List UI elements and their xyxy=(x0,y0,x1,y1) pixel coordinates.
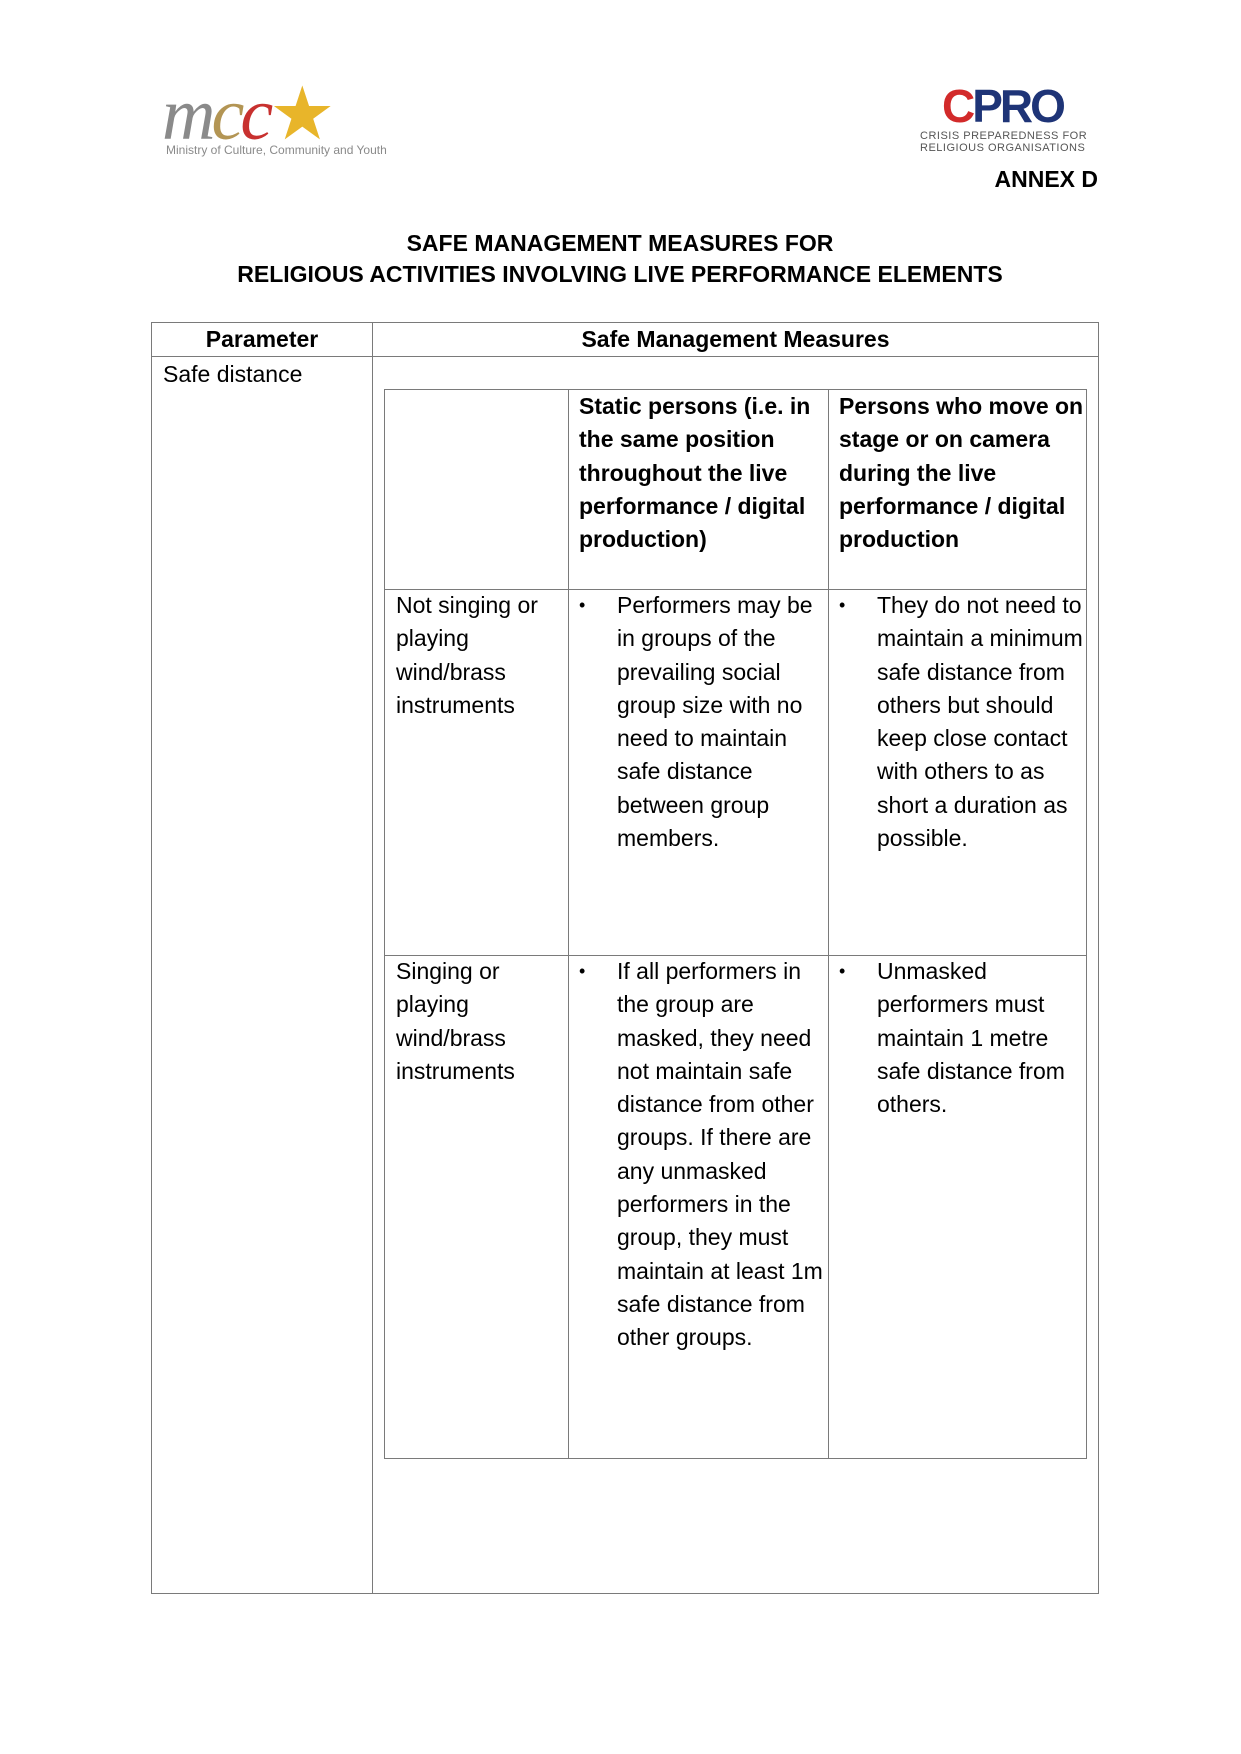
header-safe-management-measures: Safe Management Measures xyxy=(581,326,890,352)
table-divider xyxy=(152,356,1098,357)
cpro-logo-mark: CPRO xyxy=(942,80,1063,132)
mccy-logo-subtitle: Ministry of Culture, Community and Youth xyxy=(166,143,387,157)
column-header-moving-persons: Persons who move on stage or on camera during the live performance / digital production xyxy=(839,393,1084,553)
cell-singing-static xyxy=(579,955,827,1355)
safe-distance-subtable xyxy=(384,389,1087,1459)
document-title-line2: RELIGIOUS ACTIVITIES INVOLVING LIVE PERFORMANCE ELEMENTS xyxy=(237,261,1003,287)
cpro-logo xyxy=(920,80,1100,160)
column-header-static-persons: Static persons (i.e. in the same position throughout the live performance / digital production) xyxy=(579,393,811,553)
cell-singing-moving xyxy=(839,955,1086,1121)
measure-text: If all performers in the group are masked, they need not maintain safe distance from other groups. If there are any unmasked performers in the group, they must maintain at least 1m safe distance from other groups. xyxy=(617,958,823,1351)
cpro-subtitle-line1: CRISIS PREPAREDNESS FOR xyxy=(920,130,1088,142)
table-divider xyxy=(372,323,373,1593)
header-parameter: Parameter xyxy=(205,326,319,352)
mccy-logo-mark: mcc★ xyxy=(162,74,332,156)
annex-label: ANNEX D xyxy=(994,166,1098,192)
mccy-logo xyxy=(162,74,422,162)
row-label-singing: Singing or playing wind/brass instruments xyxy=(396,958,515,1084)
bullet-icon: • xyxy=(579,595,586,615)
bullet-icon: • xyxy=(839,595,846,615)
parameter-safe-distance: Safe distance xyxy=(163,361,303,387)
table-divider xyxy=(568,390,569,1458)
table-divider xyxy=(828,390,829,1458)
measure-text: Unmasked performers must maintain 1 metre safe distance from others. xyxy=(877,958,1065,1118)
measure-text: They do not need to maintain a minimum safe distance from others but should keep close contact with others to as short a duration as possible. xyxy=(877,592,1083,852)
row-label-not-singing: Not singing or playing wind/brass instruments xyxy=(396,592,538,718)
document-title-line1: SAFE MANAGEMENT MEASURES FOR xyxy=(406,230,834,256)
bullet-icon: • xyxy=(579,961,586,981)
cell-not-singing-static xyxy=(579,589,827,855)
cell-not-singing-moving xyxy=(839,589,1086,855)
measure-text: Performers may be in groups of the prevailing social group size with no need to maintain safe distance between group members. xyxy=(617,592,813,852)
bullet-icon: • xyxy=(839,961,846,981)
cpro-logo-subtitle xyxy=(920,130,1087,154)
cpro-subtitle-line2: RELIGIOUS ORGANISATIONS xyxy=(920,142,1086,154)
